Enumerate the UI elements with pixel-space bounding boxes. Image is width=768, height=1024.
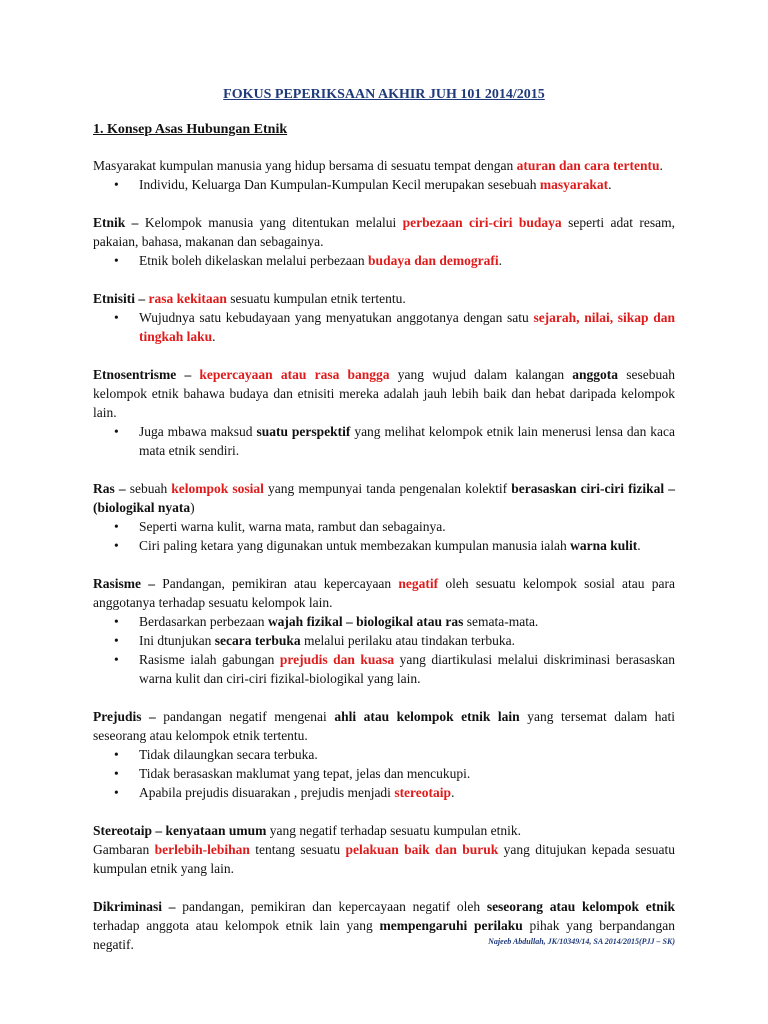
bullet-icon: • bbox=[114, 614, 119, 629]
bullet-list bbox=[93, 308, 675, 346]
para-stereotaip bbox=[93, 821, 675, 878]
bullet-icon: • bbox=[114, 519, 119, 534]
text-run: yang mempunyai tanda pengenalan kolektif bbox=[263, 481, 512, 496]
highlight-text: kelompok sosial bbox=[171, 481, 264, 496]
term-label: Prejudis – bbox=[93, 709, 156, 724]
definition-etnosentrisme bbox=[93, 365, 675, 422]
term-label: Ras – bbox=[93, 481, 126, 496]
text-run: . bbox=[637, 538, 641, 553]
para-masyarakat bbox=[93, 156, 675, 194]
bold-text: suatu perspektif bbox=[256, 424, 351, 439]
bullet-icon: • bbox=[114, 177, 119, 192]
text-run: semata-mata. bbox=[463, 614, 539, 629]
definition-etnik bbox=[93, 213, 675, 251]
text-run: oleh sesuatu kelompok sosial atau para anggotanya terhadap sesuatu kelompok lain. bbox=[93, 576, 675, 610]
list-item bbox=[93, 175, 675, 194]
text-run: yang wujud dalam kalangan bbox=[389, 367, 573, 382]
list-item bbox=[93, 783, 675, 802]
text-run: pandangan, pemikiran dan kepercayaan negatif oleh bbox=[175, 899, 487, 914]
highlight-text: pelakuan baik dan buruk bbox=[345, 842, 499, 857]
text-run: yang melihat kelompok etnik lain menerusi lensa dan kaca mata etnik sendiri. bbox=[139, 424, 676, 458]
list-item bbox=[93, 631, 675, 650]
text-run: Juga mbawa maksud bbox=[139, 424, 257, 439]
definition-etnisiti bbox=[93, 289, 675, 308]
bold-text: warna kulit bbox=[570, 538, 638, 553]
bullet-icon: • bbox=[114, 747, 119, 762]
bullet-icon: • bbox=[114, 633, 119, 648]
list-item bbox=[93, 764, 675, 783]
list-item bbox=[93, 745, 675, 764]
text-run: sesuatu kumpulan etnik tertentu. bbox=[226, 291, 406, 306]
text-run: Tidak berasaskan maklumat yang tepat, jelas dan mencukupi. bbox=[139, 766, 471, 781]
text-run: Wujudnya satu kebudayaan yang menyatukan anggotanya dengan satu bbox=[139, 310, 534, 325]
text-run: Berdasarkan perbezaan bbox=[139, 614, 268, 629]
text-run: sebuah bbox=[125, 481, 172, 496]
bold-text: seseorang atau kelompok etnik bbox=[486, 899, 675, 914]
text-run: Apabila prejudis disuarakan , prejudis menjadi bbox=[139, 785, 395, 800]
section-heading: 1. Konsep Asas Hubungan Etnik bbox=[93, 122, 288, 137]
text-run: . bbox=[451, 785, 455, 800]
term-label: Etnosentrisme – bbox=[93, 367, 192, 382]
bullet-icon: • bbox=[114, 424, 119, 439]
list-item bbox=[93, 517, 675, 536]
highlight-text: sejarah, nilai, sikap dan tingkah laku bbox=[139, 310, 675, 344]
bullet-list bbox=[93, 745, 675, 802]
text-run: melalui perilaku atau tindakan terbuka. bbox=[300, 633, 516, 648]
bullet-list bbox=[93, 612, 675, 688]
text-run: yang ditujukan kepada sesuatu kumpulan etnik yang lain. bbox=[93, 842, 675, 876]
list-item bbox=[93, 536, 675, 555]
bold-text: ahli atau kelompok etnik lain bbox=[334, 709, 520, 724]
definition-prejudis bbox=[93, 707, 675, 745]
text-run: yang tersemat dalam hati seseorang atau kelompok etnik tertentu. bbox=[93, 709, 675, 743]
list-item bbox=[93, 422, 675, 460]
term-label: Stereotaip – kenyataan umum bbox=[93, 823, 267, 838]
para-rasisme bbox=[93, 574, 675, 688]
bold-text: mempengaruhi perilaku bbox=[379, 918, 523, 933]
bold-text: berasaskan ciri-ciri fizikal – (biologikal nyata bbox=[93, 481, 675, 515]
text-run: seperti adat resam, pakaian, bahasa, makanan dan sebagainya. bbox=[93, 215, 676, 249]
highlight-text: stereotaip bbox=[394, 785, 452, 800]
term-label: Dikriminasi – bbox=[93, 899, 176, 914]
highlight-text: negatif bbox=[398, 576, 439, 591]
text-run: pandangan negatif mengenai bbox=[155, 709, 335, 724]
text-run: Gambaran bbox=[93, 842, 155, 857]
text-run: . bbox=[498, 253, 502, 268]
highlight-text: aturan dan cara tertentu bbox=[516, 158, 660, 173]
term-label: Etnik – bbox=[93, 215, 139, 230]
text-run: sesebuah kelompok etnik bahawa budaya dan etnisiti mereka adalah jauh lebih baik dan hebat daripada kelompok lain. bbox=[93, 367, 676, 420]
stereotaip-description bbox=[93, 840, 675, 878]
bullet-list bbox=[93, 422, 675, 460]
text-run: Individu, Keluarga Dan Kumpulan-Kumpulan Kecil merupakan sesebuah bbox=[139, 177, 540, 192]
page-footer: Najeeb Abdullah, JK/10349/14, SA 2014/2015(PJJ – SK) bbox=[488, 937, 675, 946]
text-run: Masyarakat kumpulan manusia yang hidup bersama di sesuatu tempat dengan bbox=[93, 158, 517, 173]
text-run: yang negatif terhadap sesuatu kumpulan etnik. bbox=[266, 823, 521, 838]
bullet-icon: • bbox=[114, 652, 119, 667]
text-run: Pandangan, pemikiran atau kepercayaan bbox=[154, 576, 399, 591]
bold-text: wajah fizikal – biologikal atau ras bbox=[267, 614, 464, 629]
highlight-text: perbezaan ciri-ciri budaya bbox=[402, 215, 562, 230]
text-run: Etnik boleh dikelaskan melalui perbezaan bbox=[139, 253, 369, 268]
para-etnosentrisme bbox=[93, 365, 675, 460]
list-item bbox=[93, 308, 675, 346]
highlight-text: budaya dan demografi bbox=[368, 253, 499, 268]
definition-rasisme bbox=[93, 574, 675, 612]
term-label: Rasisme – bbox=[93, 576, 155, 591]
definition-masyarakat bbox=[93, 156, 675, 175]
text-run: pihak yang berpandangan negatif. bbox=[93, 918, 675, 952]
text-run: Rasisme ialah gabungan bbox=[139, 652, 280, 667]
bullet-list bbox=[93, 251, 675, 270]
para-etnisiti bbox=[93, 289, 675, 346]
highlight-text: prejudis dan kuasa bbox=[279, 652, 395, 667]
highlight-text: kepercayaan atau rasa bangga bbox=[199, 367, 390, 382]
term-label: Etnisiti – bbox=[93, 291, 146, 306]
list-item bbox=[93, 650, 675, 688]
text-run: . bbox=[608, 177, 612, 192]
bullet-list bbox=[93, 175, 675, 194]
para-prejudis bbox=[93, 707, 675, 802]
bullet-icon: • bbox=[114, 253, 119, 268]
bold-text: secara terbuka bbox=[214, 633, 301, 648]
text-run: Ciri paling ketara yang digunakan untuk membezakan kumpulan manusia ialah bbox=[139, 538, 571, 553]
bullet-icon: • bbox=[114, 785, 119, 800]
bullet-icon: • bbox=[114, 766, 119, 781]
highlight-text: rasa kekitaan bbox=[148, 291, 227, 306]
bullet-icon: • bbox=[114, 310, 119, 325]
definition-ras bbox=[93, 479, 675, 517]
list-item bbox=[93, 612, 675, 631]
text-run: Kelompok manusia yang ditentukan melalui bbox=[138, 215, 403, 230]
text-run: tentang sesuatu bbox=[249, 842, 346, 857]
highlight-text: masyarakat bbox=[539, 177, 609, 192]
page-title: FOKUS PEPERIKSAAN AKHIR JUH 101 2014/2015 bbox=[223, 87, 545, 102]
text-run: Seperti warna kulit, warna mata, rambut dan sebagainya. bbox=[139, 519, 446, 534]
text-run: ) bbox=[190, 500, 195, 515]
bullet-icon: • bbox=[114, 538, 119, 553]
text-run: . bbox=[212, 329, 216, 344]
text-run: . bbox=[659, 158, 663, 173]
text-run: terhadap anggota atau kelompok etnik lain yang bbox=[93, 918, 380, 933]
document-body bbox=[93, 156, 675, 973]
list-item bbox=[93, 251, 675, 270]
text-run: yang diartikulasi melalui diskriminasi berasaskan warna kulit dan ciri-ciri fizikal-biologikal yang lain. bbox=[139, 652, 675, 686]
definition-stereotaip bbox=[93, 821, 675, 840]
bullet-list bbox=[93, 517, 675, 555]
highlight-text: berlebih-lebihan bbox=[154, 842, 250, 857]
para-etnik bbox=[93, 213, 675, 270]
text-run: Tidak dilaungkan secara terbuka. bbox=[139, 747, 318, 762]
bold-text: anggota bbox=[572, 367, 619, 382]
para-ras bbox=[93, 479, 675, 555]
text-run: Ini dtunjukan bbox=[139, 633, 215, 648]
